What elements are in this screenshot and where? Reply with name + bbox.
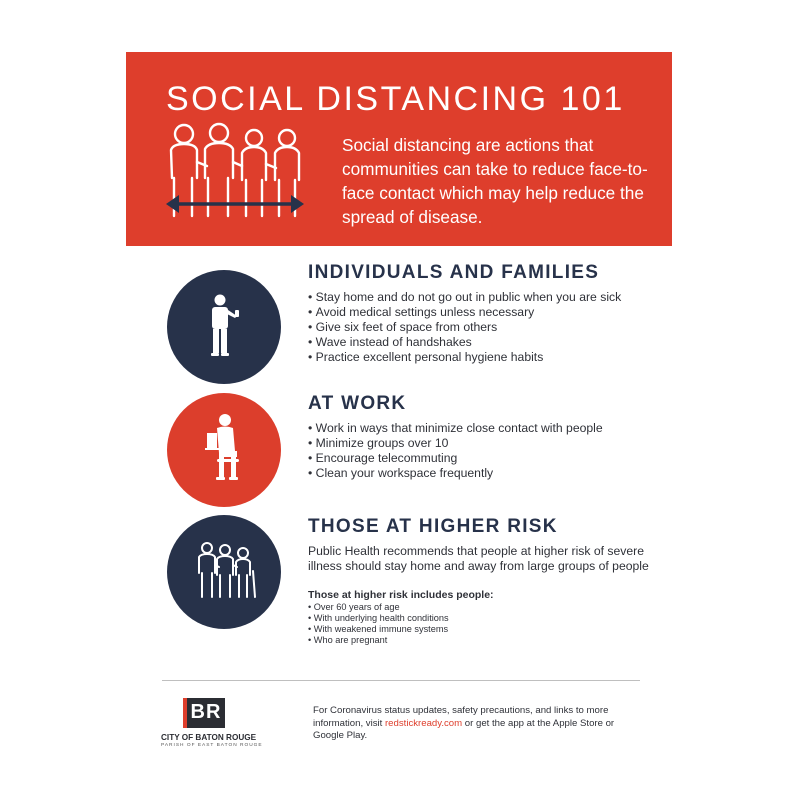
website-link[interactable]: redstickready.com xyxy=(384,717,463,729)
list-item: • Clean your workspace frequently xyxy=(308,466,654,481)
list-item: • Who are pregnant xyxy=(308,635,654,646)
section-work xyxy=(308,393,654,481)
list-item: • Give six feet of space from others xyxy=(308,320,654,335)
section-title: AT WORK xyxy=(308,393,407,414)
list-item: • Over 60 years of age xyxy=(308,602,654,613)
bullet-list xyxy=(308,421,654,481)
city-logo xyxy=(183,698,225,728)
list-item: • Work in ways that minimize close contact with people xyxy=(308,421,654,436)
footer-text xyxy=(313,705,633,743)
list-item: • With weakened immune systems xyxy=(308,624,654,635)
list-item: • Practice excellent personal hygiene habits xyxy=(308,350,654,365)
list-item: • Avoid medical settings unless necessary xyxy=(308,305,654,320)
higher-risk-description: Public Health recommends that people at higher risk of severe illness should stay home and away from large groups of people xyxy=(308,544,649,573)
person-phone-icon xyxy=(167,270,281,384)
city-name: CITY OF BATON ROUGE xyxy=(161,733,257,742)
list-item: • Wave instead of handshakes xyxy=(308,335,654,350)
elderly-group-icon xyxy=(167,515,281,629)
footer-divider xyxy=(162,680,640,681)
page-title: SOCIAL DISTANCING 101 xyxy=(166,80,625,118)
bullet-list xyxy=(308,290,654,365)
work-circle xyxy=(167,393,281,507)
individuals-circle xyxy=(167,270,281,384)
list-item: • Encourage telecommuting xyxy=(308,451,654,466)
section-higher-risk xyxy=(308,516,654,646)
section-title: INDIVIDUALS AND FAMILIES xyxy=(308,262,600,283)
higher-risk-circle xyxy=(167,515,281,629)
section-title: THOSE AT HIGHER RISK xyxy=(308,516,558,537)
laptop-worker-icon xyxy=(167,393,281,507)
footer-text-end: or get the app at the Apple Store or Google Play. xyxy=(313,717,615,741)
list-item: • With underlying health conditions xyxy=(308,613,654,624)
list-item: • Minimize groups over 10 xyxy=(308,436,654,451)
list-item: • Stay home and do not go out in public when you are sick xyxy=(308,290,654,305)
section-individuals xyxy=(308,262,654,365)
logo-letters: BR xyxy=(190,701,222,723)
header-banner xyxy=(126,52,672,246)
people-distancing-icon xyxy=(162,122,308,234)
parish-name: PARISH OF EAST BATON ROUGE xyxy=(161,743,263,748)
footer-text-start: For Coronavirus status updates, safety precautions, and links to more information, visit xyxy=(313,705,609,729)
banner-description: Social distancing are actions that communities can take to reduce face-to-face contact which may help reduce the spread of disease. xyxy=(342,135,648,227)
higher-risk-subtitle: Those at higher risk includes people: xyxy=(308,589,494,601)
bullet-list xyxy=(308,602,654,646)
